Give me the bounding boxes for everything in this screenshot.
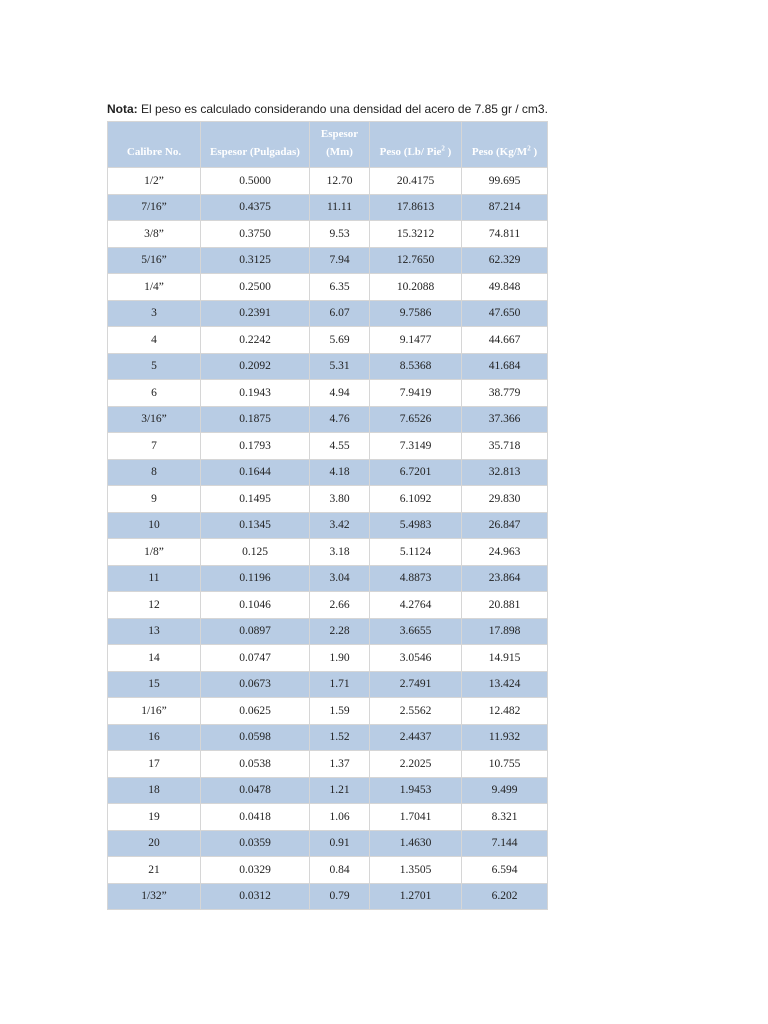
cell-espesor-pulgadas: 0.1046 [201, 592, 310, 619]
cell-peso-lb-pie: 1.4630 [370, 830, 462, 857]
cell-peso-lb-pie: 4.8873 [370, 565, 462, 592]
table-row [108, 724, 548, 751]
cell-espesor-pulgadas: 0.2500 [201, 274, 310, 301]
cell-calibre: 11 [108, 565, 201, 592]
cell-espesor-mm: 4.18 [310, 459, 370, 486]
cell-espesor-pulgadas: 0.1793 [201, 433, 310, 460]
table-row [108, 459, 548, 486]
cell-peso-lb-pie: 20.4175 [370, 168, 462, 195]
header-calibre: Calibre No. [108, 122, 201, 168]
table-row [108, 539, 548, 566]
cell-calibre: 3 [108, 300, 201, 327]
cell-peso-lb-pie: 7.6526 [370, 406, 462, 433]
cell-espesor-pulgadas: 0.0897 [201, 618, 310, 645]
cell-espesor-mm: 3.42 [310, 512, 370, 539]
cell-espesor-pulgadas: 0.0418 [201, 804, 310, 831]
cell-peso-kg-m: 7.144 [462, 830, 548, 857]
cell-peso-kg-m: 20.881 [462, 592, 548, 619]
cell-espesor-pulgadas: 0.1875 [201, 406, 310, 433]
cell-peso-lb-pie: 1.9453 [370, 777, 462, 804]
cell-calibre: 1/4” [108, 274, 201, 301]
table-row [108, 380, 548, 407]
cell-calibre: 9 [108, 486, 201, 513]
cell-espesor-pulgadas: 0.4375 [201, 194, 310, 221]
table-row [108, 883, 548, 910]
cell-peso-kg-m: 6.594 [462, 857, 548, 884]
cell-espesor-mm: 6.07 [310, 300, 370, 327]
cell-peso-lb-pie: 4.2764 [370, 592, 462, 619]
cell-espesor-mm: 5.69 [310, 327, 370, 354]
header-peso-kg-m: Peso ($Kg/M^2$ ) [462, 122, 548, 168]
cell-espesor-pulgadas: 0.0329 [201, 857, 310, 884]
cell-espesor-pulgadas: 0.0598 [201, 724, 310, 751]
cell-espesor-mm: 2.28 [310, 618, 370, 645]
cell-peso-lb-pie: 1.7041 [370, 804, 462, 831]
table-row [108, 698, 548, 725]
cell-espesor-mm: 6.35 [310, 274, 370, 301]
table-row [108, 168, 548, 195]
cell-calibre: 1/16” [108, 698, 201, 725]
cell-espesor-mm: 0.84 [310, 857, 370, 884]
cell-peso-kg-m: 41.684 [462, 353, 548, 380]
cell-espesor-mm: 1.06 [310, 804, 370, 831]
cell-peso-lb-pie: 3.6655 [370, 618, 462, 645]
cell-calibre: 5 [108, 353, 201, 380]
table-row [108, 247, 548, 274]
cell-calibre: 21 [108, 857, 201, 884]
cell-peso-kg-m: 26.847 [462, 512, 548, 539]
table-row [108, 671, 548, 698]
cell-peso-kg-m: 17.898 [462, 618, 548, 645]
cell-peso-lb-pie: 12.7650 [370, 247, 462, 274]
cell-calibre: 1/2” [108, 168, 201, 195]
cell-espesor-mm: 4.76 [310, 406, 370, 433]
table-row [108, 433, 548, 460]
cell-espesor-pulgadas: 0.1495 [201, 486, 310, 513]
cell-espesor-mm: 1.37 [310, 751, 370, 778]
cell-calibre: 18 [108, 777, 201, 804]
cell-espesor-mm: 3.80 [310, 486, 370, 513]
header-espesor-mm: Espesor (Mm) [310, 122, 370, 168]
cell-espesor-mm: 0.91 [310, 830, 370, 857]
cell-peso-kg-m: 29.830 [462, 486, 548, 513]
cell-calibre: 1/8” [108, 539, 201, 566]
cell-peso-kg-m: 6.202 [462, 883, 548, 910]
cell-peso-kg-m: 37.366 [462, 406, 548, 433]
cell-calibre: 19 [108, 804, 201, 831]
cell-espesor-mm: 3.18 [310, 539, 370, 566]
cell-espesor-mm: 2.66 [310, 592, 370, 619]
cell-peso-lb-pie: 17.8613 [370, 194, 462, 221]
cell-peso-kg-m: 35.718 [462, 433, 548, 460]
cell-calibre: 6 [108, 380, 201, 407]
cell-espesor-pulgadas: 0.0359 [201, 830, 310, 857]
table-row [108, 592, 548, 619]
cell-peso-lb-pie: 2.7491 [370, 671, 462, 698]
cell-espesor-pulgadas: 0.1943 [201, 380, 310, 407]
cell-espesor-mm: 11.11 [310, 194, 370, 221]
cell-peso-lb-pie: 5.4983 [370, 512, 462, 539]
table-row [108, 353, 548, 380]
table-row [108, 327, 548, 354]
cell-calibre: 4 [108, 327, 201, 354]
cell-espesor-pulgadas: 0.1644 [201, 459, 310, 486]
cell-peso-lb-pie: 8.5368 [370, 353, 462, 380]
note-label: Nota: [107, 102, 138, 116]
cell-espesor-mm: 1.52 [310, 724, 370, 751]
cell-calibre: 16 [108, 724, 201, 751]
cell-calibre: 5/16” [108, 247, 201, 274]
table-row [108, 751, 548, 778]
cell-peso-lb-pie: 2.2025 [370, 751, 462, 778]
cell-espesor-mm: 4.55 [310, 433, 370, 460]
table-header-row [108, 122, 548, 168]
table-row [108, 274, 548, 301]
cell-espesor-mm: 1.71 [310, 671, 370, 698]
table-row [108, 194, 548, 221]
cell-peso-lb-pie: 9.1477 [370, 327, 462, 354]
cell-peso-lb-pie: 7.9419 [370, 380, 462, 407]
cell-peso-lb-pie: 2.5562 [370, 698, 462, 725]
cell-peso-kg-m: 23.864 [462, 565, 548, 592]
cell-espesor-pulgadas: 0.1345 [201, 512, 310, 539]
cell-espesor-pulgadas: 0.3125 [201, 247, 310, 274]
table-row [108, 512, 548, 539]
cell-peso-kg-m: 9.499 [462, 777, 548, 804]
note-text: El peso es calculado considerando una densidad del acero de 7.85 gr / cm3. [137, 102, 548, 116]
table-row [108, 777, 548, 804]
cell-espesor-mm: 0.79 [310, 883, 370, 910]
cell-espesor-pulgadas: 0.3750 [201, 221, 310, 248]
cell-peso-kg-m: 14.915 [462, 645, 548, 672]
cell-espesor-pulgadas: 0.0625 [201, 698, 310, 725]
cell-peso-kg-m: 24.963 [462, 539, 548, 566]
cell-peso-kg-m: 13.424 [462, 671, 548, 698]
cell-peso-kg-m: 8.321 [462, 804, 548, 831]
table-row [108, 486, 548, 513]
cell-peso-kg-m: 10.755 [462, 751, 548, 778]
cell-peso-kg-m: 74.811 [462, 221, 548, 248]
cell-calibre: 8 [108, 459, 201, 486]
cell-espesor-mm: 9.53 [310, 221, 370, 248]
cell-calibre: 10 [108, 512, 201, 539]
cell-peso-kg-m: 32.813 [462, 459, 548, 486]
cell-peso-kg-m: 99.695 [462, 168, 548, 195]
cell-peso-lb-pie: 7.3149 [370, 433, 462, 460]
cell-calibre: 3/8” [108, 221, 201, 248]
cell-calibre: 15 [108, 671, 201, 698]
cell-espesor-pulgadas: 0.0312 [201, 883, 310, 910]
cell-espesor-mm: 3.04 [310, 565, 370, 592]
cell-peso-lb-pie: 5.1124 [370, 539, 462, 566]
table-row [108, 804, 548, 831]
cell-calibre: 7 [108, 433, 201, 460]
header-espesor-pulgadas: Espesor (Pulgadas) [201, 122, 310, 168]
cell-peso-lb-pie: 3.0546 [370, 645, 462, 672]
cell-espesor-mm: 7.94 [310, 247, 370, 274]
cell-calibre: 17 [108, 751, 201, 778]
cell-peso-lb-pie: 1.3505 [370, 857, 462, 884]
cell-espesor-pulgadas: 0.125 [201, 539, 310, 566]
cell-espesor-pulgadas: 0.0673 [201, 671, 310, 698]
density-note [107, 102, 548, 116]
cell-espesor-pulgadas: 0.1196 [201, 565, 310, 592]
cell-calibre: 13 [108, 618, 201, 645]
cell-calibre: 3/16” [108, 406, 201, 433]
cell-espesor-mm: 1.59 [310, 698, 370, 725]
cell-espesor-pulgadas: 0.2242 [201, 327, 310, 354]
cell-peso-kg-m: 47.650 [462, 300, 548, 327]
table-row [108, 618, 548, 645]
cell-calibre: 1/32” [108, 883, 201, 910]
table-row [108, 830, 548, 857]
steel-gauge-table [107, 121, 548, 910]
table-row [108, 645, 548, 672]
cell-espesor-mm: 12.70 [310, 168, 370, 195]
table-row [108, 857, 548, 884]
cell-espesor-mm: 1.90 [310, 645, 370, 672]
cell-espesor-pulgadas: 0.5000 [201, 168, 310, 195]
cell-peso-lb-pie: 6.1092 [370, 486, 462, 513]
cell-espesor-mm: 4.94 [310, 380, 370, 407]
cell-calibre: 14 [108, 645, 201, 672]
cell-peso-kg-m: 38.779 [462, 380, 548, 407]
cell-peso-lb-pie: 10.2088 [370, 274, 462, 301]
table-row [108, 300, 548, 327]
cell-peso-kg-m: 87.214 [462, 194, 548, 221]
table-row [108, 221, 548, 248]
cell-peso-kg-m: 12.482 [462, 698, 548, 725]
cell-calibre: 12 [108, 592, 201, 619]
cell-peso-lb-pie: 15.3212 [370, 221, 462, 248]
cell-espesor-pulgadas: 0.2391 [201, 300, 310, 327]
table-row [108, 406, 548, 433]
table-row [108, 565, 548, 592]
cell-espesor-mm: 1.21 [310, 777, 370, 804]
cell-peso-lb-pie: 1.2701 [370, 883, 462, 910]
cell-peso-lb-pie: 9.7586 [370, 300, 462, 327]
cell-peso-lb-pie: 2.4437 [370, 724, 462, 751]
cell-calibre: 7/16” [108, 194, 201, 221]
cell-peso-kg-m: 49.848 [462, 274, 548, 301]
cell-peso-lb-pie: 6.7201 [370, 459, 462, 486]
cell-espesor-pulgadas: 0.2092 [201, 353, 310, 380]
cell-espesor-pulgadas: 0.0478 [201, 777, 310, 804]
cell-peso-kg-m: 62.329 [462, 247, 548, 274]
cell-espesor-pulgadas: 0.0747 [201, 645, 310, 672]
cell-calibre: 20 [108, 830, 201, 857]
cell-peso-kg-m: 44.667 [462, 327, 548, 354]
cell-espesor-mm: 5.31 [310, 353, 370, 380]
cell-peso-kg-m: 11.932 [462, 724, 548, 751]
cell-espesor-pulgadas: 0.0538 [201, 751, 310, 778]
header-peso-lb-pie: Peso (Lb/ Pie$^2$ ) [370, 122, 462, 168]
